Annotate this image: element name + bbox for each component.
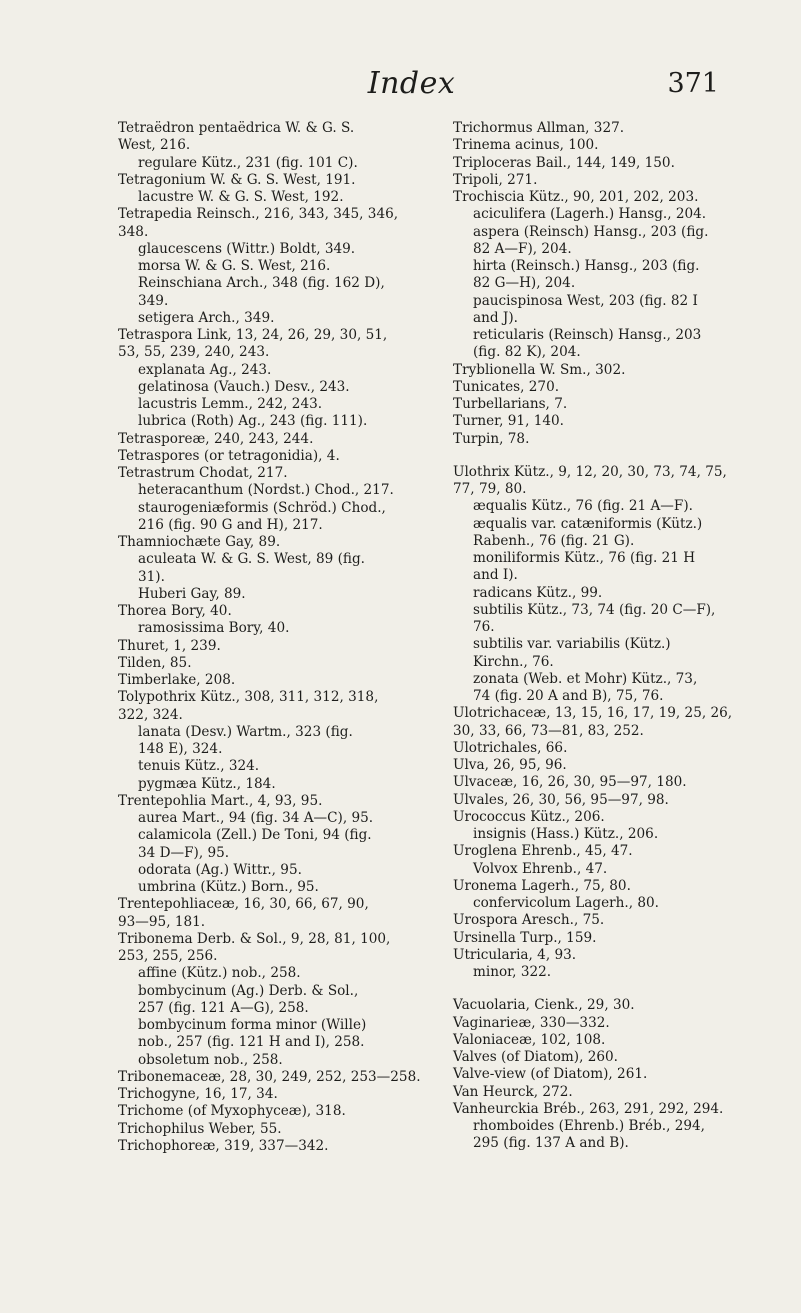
index-subentry <box>118 776 423 793</box>
index-entry-line: and J). <box>473 309 518 326</box>
index-entry-line: Triploceras Bail., 144, 149, 150. <box>453 154 675 171</box>
index-entry-line: subtilis Kütz., 73, 74 (fig. 20 C—F), <box>473 601 716 618</box>
index-entry-line: Tetraspores (or tetragonidia), 4. <box>118 447 340 464</box>
index-entry <box>453 1015 768 1032</box>
index-entry <box>453 1084 768 1101</box>
index-subentry <box>118 413 423 430</box>
index-entry-line: rhomboides (Ehrenb.) Bréb., 294, <box>473 1118 705 1134</box>
index-subentry <box>453 516 768 551</box>
index-subentry <box>118 500 423 535</box>
index-subentry <box>118 983 423 1018</box>
index-entry-line: Tetraëdron pentaëdrica W. & G. S. <box>118 120 355 136</box>
index-entry-line: Vanheurckia Bréb., 263, 291, 292, 294. <box>453 1100 724 1117</box>
index-entry-line: Valve-view (of Diatom), 261. <box>453 1066 648 1083</box>
index-entry-line: paucispinosa West, 203 (fig. 82 I <box>473 292 698 309</box>
index-entry <box>453 878 768 895</box>
index-entry-line: 53, 55, 239, 240, 243. <box>118 344 270 361</box>
index-entry <box>453 1032 768 1049</box>
index-entry-line: Thorea Bory, 40. <box>118 603 232 619</box>
index-subentry <box>453 964 768 981</box>
index-entry <box>118 638 423 655</box>
index-subentry <box>118 362 423 379</box>
index-entry-line: 322, 324. <box>118 706 183 723</box>
index-entry-line: Utricularia, 4, 93. <box>453 946 577 963</box>
index-entry-line: lacustris Lemm., 242, 243. <box>138 396 323 412</box>
index-subentry <box>118 862 423 879</box>
index-entry-line: 77, 79, 80. <box>453 481 527 497</box>
index-entry <box>118 603 423 620</box>
index-entry-line: Ulothrix Kütz., 9, 12, 20, 30, 73, 74, 75, <box>453 463 727 480</box>
index-entry-line: lubrica (Roth) Ag., 243 (fig. 111). <box>138 413 368 430</box>
index-subentry <box>118 379 423 396</box>
index-entry-line: Vaginarieæ, 330—332. <box>453 1014 610 1031</box>
index-entry-line: Valoniaceæ, 102, 108. <box>453 1031 606 1048</box>
index-entry <box>453 172 768 189</box>
index-entry-line: Tilden, 85. <box>118 654 192 671</box>
index-subentry <box>118 396 423 413</box>
index-entry-line: Tribonemaceæ, 28, 30, 249, 252, 253—258. <box>118 1068 421 1085</box>
index-entry-line: Trinema acinus, 100. <box>453 137 599 154</box>
index-entry-line: 348. <box>118 223 149 240</box>
index-entry-line: 349. <box>138 292 169 309</box>
index-subentry <box>453 224 768 259</box>
index-entry-line: ramosissima Bory, 40. <box>138 620 290 637</box>
index-entry-line: Rabenh., 76 (fig. 21 G). <box>473 532 635 549</box>
index-entry-line: heteracanthum (Nordst.) Chod., 217. <box>138 482 394 499</box>
index-entry <box>453 947 768 964</box>
index-column-left <box>118 120 423 1155</box>
index-entry-line: Reinschiana Arch., 348 (fig. 162 D), <box>138 275 385 292</box>
index-entry <box>118 1138 423 1155</box>
index-subentry <box>453 671 768 706</box>
index-entry-line: Thuret, 1, 239. <box>118 637 221 654</box>
index-entry-line: Trichogyne, 16, 17, 34. <box>118 1086 278 1102</box>
index-entry <box>453 137 768 154</box>
index-entry-line: Ulva, 26, 95, 96. <box>453 757 567 773</box>
index-entry-line: 253, 255, 256. <box>118 948 218 964</box>
index-subentry <box>453 861 768 878</box>
index-entry-line: bombycinum (Ag.) Derb. & Sol., <box>138 982 359 999</box>
index-entry-line: bombycinum forma minor (Wille) <box>138 1017 367 1033</box>
index-subentry <box>118 827 423 862</box>
index-entry-line: Vacuolaria, Cienk., 29, 30. <box>453 997 635 1014</box>
index-entry <box>453 774 768 791</box>
index-subentry <box>453 327 768 362</box>
index-subentry <box>118 551 423 586</box>
index-entry-line: lanata (Desv.) Wartm., 323 (fig. <box>138 723 353 740</box>
index-entry-line: Trichophoreæ, 319, 337—342. <box>118 1137 329 1154</box>
index-subentry <box>118 189 423 206</box>
index-entry-line: Ulotrichales, 66. <box>453 739 568 756</box>
index-entry-line: moniliformis Kütz., 76 (fig. 21 H <box>473 550 696 566</box>
index-entry-line: Uroglena Ehrenb., 45, 47. <box>453 843 633 860</box>
index-subentry <box>118 879 423 896</box>
index-subentry <box>118 965 423 982</box>
index-entry <box>453 155 768 172</box>
index-entry-line: (fig. 82 K), 204. <box>473 344 581 361</box>
index-subentry <box>453 602 768 637</box>
index-subentry <box>118 258 423 275</box>
index-entry <box>453 1049 768 1066</box>
index-subentry <box>453 826 768 843</box>
index-entry-line: affine (Kütz.) nob., 258. <box>138 965 301 982</box>
index-entry-line: staurogeniæformis (Schröd.) Chod., <box>138 499 386 516</box>
index-entry-line: Trichormus Allman, 327. <box>453 120 625 136</box>
index-entry-line: 257 (fig. 121 A—G), 258. <box>138 999 309 1016</box>
index-entry <box>118 327 423 362</box>
index-subentry <box>118 310 423 327</box>
index-entry-line: regulare Kütz., 231 (fig. 101 C). <box>138 154 358 171</box>
index-entry <box>118 689 423 724</box>
index-entry-line: umbrina (Kütz.) Born., 95. <box>138 879 319 895</box>
index-entry-line: Ulvales, 26, 30, 56, 95—97, 98. <box>453 791 669 808</box>
index-entry-line: 216 (fig. 90 G and H), 217. <box>138 516 323 533</box>
index-entry-line: Tetraspora Link, 13, 24, 26, 29, 30, 51, <box>118 327 388 343</box>
index-entry-line: 82 A—F), 204. <box>473 240 572 257</box>
index-entry-line: Turbellarians, 7. <box>453 396 568 412</box>
index-entry <box>118 1121 423 1138</box>
index-subentry <box>118 1052 423 1069</box>
index-entry-line: Tolypothrix Kütz., 308, 311, 312, 318, <box>118 689 379 706</box>
index-entry-line: minor, 322. <box>473 964 552 980</box>
index-subentry <box>453 895 768 912</box>
index-entry-line: Tetragonium W. & G. S. West, 191. <box>118 171 356 188</box>
index-subentry <box>453 550 768 585</box>
index-entry-line: 148 E), 324. <box>138 741 223 757</box>
index-entry-line: tenuis Kütz., 324. <box>138 758 260 775</box>
index-entry-line: Valves (of Diatom), 260. <box>453 1049 618 1065</box>
index-entry-line: 93—95, 181. <box>118 913 206 930</box>
index-subentry <box>118 1017 423 1052</box>
index-entry <box>453 809 768 826</box>
index-entry-line: Turpin, 78. <box>453 430 530 447</box>
index-entry <box>453 413 768 430</box>
index-entry-line: confervicolum Lagerh., 80. <box>473 895 659 911</box>
index-entry <box>453 362 768 379</box>
index-entry <box>118 1086 423 1103</box>
page-title: Index <box>367 66 456 101</box>
index-entry-line: glaucescens (Wittr.) Boldt, 349. <box>138 240 356 257</box>
index-entry <box>453 757 768 774</box>
index-subentry <box>453 293 768 328</box>
index-entry-line: Ulotrichaceæ, 13, 15, 16, 17, 19, 25, 26, <box>453 705 733 722</box>
index-entry-line: setigera Arch., 349. <box>138 309 275 326</box>
index-entry-line: insignis (Hass.) Kütz., 206. <box>473 826 659 842</box>
index-entry-line: 76. <box>473 619 495 635</box>
index-entry <box>118 672 423 689</box>
index-entry-line: West, 216. <box>118 137 191 154</box>
index-entry-line: Uronema Lagerh., 75, 80. <box>453 877 631 894</box>
index-entry <box>453 792 768 809</box>
index-entry-line: Volvox Ehrenb., 47. <box>473 860 608 877</box>
index-subentry <box>453 1118 768 1153</box>
index-entry-line: Ulvaceæ, 16, 26, 30, 95—97, 180. <box>453 774 687 791</box>
index-entry <box>118 655 423 672</box>
page-number: 371 <box>667 68 719 99</box>
index-entry <box>453 464 768 499</box>
index-entry-line: aurea Mart., 94 (fig. 34 A—C), 95. <box>138 810 374 826</box>
index-entry-line: Huberi Gay, 89. <box>138 585 246 602</box>
index-entry-line: lacustre W. & G. S. West, 192. <box>138 189 344 205</box>
index-entry-line: Thamniochæte Gay, 89. <box>118 534 281 550</box>
index-entry-line: 34 D—F), 95. <box>138 844 230 861</box>
index-entry-line: 74 (fig. 20 A and B), 75, 76. <box>473 688 664 704</box>
index-entry-line: Tunicates, 270. <box>453 378 560 395</box>
index-subentry <box>118 155 423 172</box>
index-entry <box>453 431 768 448</box>
index-entry-line: Tryblionella W. Sm., 302. <box>453 361 626 378</box>
index-entry-line: 31). <box>138 568 165 585</box>
index-entry-line: morsa W. & G. S. West, 216. <box>138 258 331 274</box>
index-entry-line: explanata Ag., 243. <box>138 361 272 378</box>
index-entry-line: gelatinosa (Vauch.) Desv., 243. <box>138 378 350 395</box>
index-entry-line: 82 G—H), 204. <box>473 275 576 292</box>
index-entry-line: æqualis Kütz., 76 (fig. 21 A—F). <box>473 498 693 515</box>
index-entry <box>118 534 423 551</box>
index-entry <box>453 189 768 206</box>
index-entry-line: Timberlake, 208. <box>118 672 236 688</box>
index-entry <box>118 793 423 810</box>
index-subentry <box>453 585 768 602</box>
index-entry-line: Turner, 91, 140. <box>453 413 564 430</box>
index-entry-line: Tribonema Derb. & Sol., 9, 28, 81, 100, <box>118 930 391 947</box>
index-subentry <box>118 586 423 603</box>
index-entry-line: zonata (Web. et Mohr) Kütz., 73, <box>473 670 698 687</box>
index-entry <box>118 896 423 931</box>
index-entry-line: Ursinella Turp., 159. <box>453 929 597 946</box>
index-entry-line: Tripoli, 271. <box>453 171 538 188</box>
index-entry-line: subtilis var. variabilis (Kütz.) <box>473 636 671 653</box>
index-subentry <box>118 241 423 258</box>
index-entry-line: Van Heurck, 272. <box>453 1083 573 1100</box>
index-entry <box>118 206 423 241</box>
index-subentry <box>118 758 423 775</box>
index-entry-line: and I). <box>473 567 518 584</box>
index-entry-line: aculeata W. & G. S. West, 89 (fig. <box>138 551 366 568</box>
index-subentry <box>453 258 768 293</box>
index-subentry <box>118 810 423 827</box>
index-entry-line: Urococcus Kütz., 206. <box>453 808 605 825</box>
index-column-right <box>453 120 768 1153</box>
index-entry <box>118 120 423 155</box>
index-entry <box>118 431 423 448</box>
index-entry <box>453 1101 768 1118</box>
index-entry-line: reticularis (Reinsch) Hansg., 203 <box>473 327 702 343</box>
index-entry-line: calamicola (Zell.) De Toni, 94 (fig. <box>138 827 372 844</box>
index-entry <box>453 396 768 413</box>
index-subentry <box>453 636 768 671</box>
index-entry <box>453 120 768 137</box>
index-subentry <box>118 275 423 310</box>
index-entry-line: pygmæa Kütz., 184. <box>138 775 276 792</box>
index-entry-line: Kirchn., 76. <box>473 653 554 670</box>
index-entry-line: hirta (Reinsch.) Hansg., 203 (fig. <box>473 258 700 274</box>
index-entry-line: obsoletum nob., 258. <box>138 1051 283 1068</box>
index-entry-line: Tetrasporeæ, 240, 243, 244. <box>118 430 314 447</box>
index-entry <box>118 465 423 482</box>
index-entry-line: Tetrapedia Reinsch., 216, 343, 345, 346, <box>118 206 399 223</box>
index-entry-line: æqualis var. catæniformis (Kütz.) <box>473 515 703 532</box>
index-entry <box>453 843 768 860</box>
index-entry <box>453 740 768 757</box>
index-entry-line: Trichophilus Weber, 55. <box>118 1120 282 1137</box>
index-subentry <box>453 498 768 515</box>
index-entry <box>453 379 768 396</box>
index-entry-line: Trichome (of Myxophyceæ), 318. <box>118 1103 346 1120</box>
index-entry <box>453 912 768 929</box>
index-subentry <box>118 620 423 637</box>
index-entry <box>453 705 768 740</box>
index-subentry <box>118 724 423 759</box>
index-subentry <box>118 482 423 499</box>
index-entry-line: Urospora Aresch., 75. <box>453 912 605 929</box>
index-entry-line: Trentepohliaceæ, 16, 30, 66, 67, 90, <box>118 896 369 913</box>
index-entry-line: Tetrastrum Chodat, 217. <box>118 465 288 481</box>
index-entry <box>118 172 423 189</box>
index-entry <box>453 930 768 947</box>
index-entry <box>118 1103 423 1120</box>
index-entry-line: Trentepohlia Mart., 4, 93, 95. <box>118 792 323 809</box>
index-entry-line: radicans Kütz., 99. <box>473 584 603 601</box>
index-entry-line: 295 (fig. 137 A and B). <box>473 1135 629 1152</box>
index-entry <box>118 448 423 465</box>
index-entry-line: nob., 257 (fig. 121 H and I), 258. <box>138 1034 365 1051</box>
index-entry-line: aciculifera (Lagerh.) Hansg., 204. <box>473 206 707 223</box>
index-subentry <box>453 206 768 223</box>
index-entry-line: odorata (Ag.) Wittr., 95. <box>138 861 302 878</box>
index-entry-line: aspera (Reinsch) Hansg., 203 (fig. <box>473 223 709 240</box>
index-entry <box>453 1066 768 1083</box>
index-entry <box>118 931 423 966</box>
index-entry-line: Trochiscia Kütz., 90, 201, 202, 203. <box>453 189 699 205</box>
index-entry <box>453 997 768 1014</box>
running-head <box>104 66 719 106</box>
index-entry-line: 30, 33, 66, 73—81, 83, 252. <box>453 722 644 739</box>
index-entry <box>118 1069 423 1086</box>
